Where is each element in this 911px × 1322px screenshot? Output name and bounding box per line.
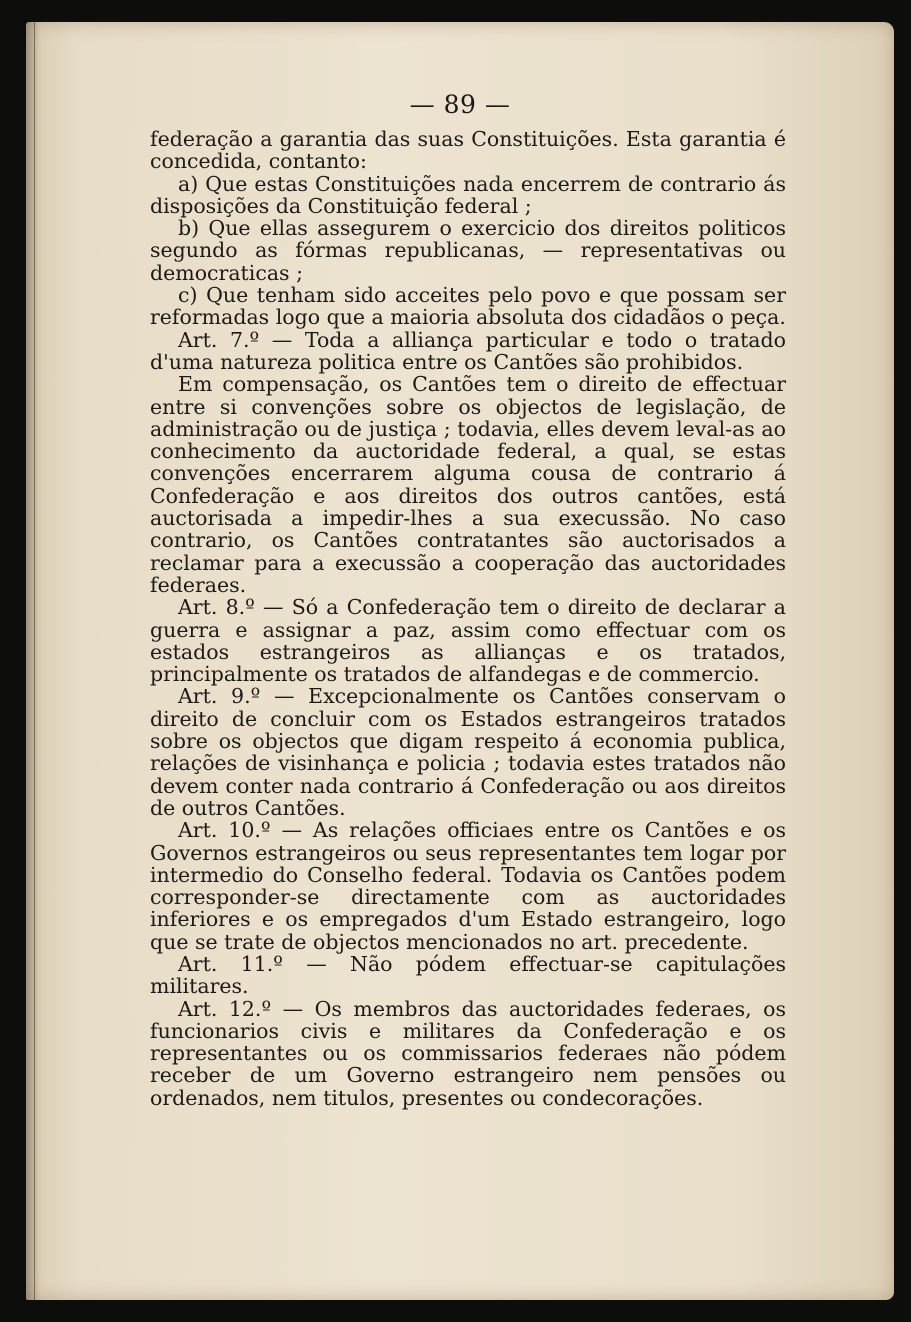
paragraph-clause-b: b) Que ellas assegurem o exercicio dos direitos politicos segundo as fórmas republicanas, — representativas ou democraticas ;: [150, 216, 786, 285]
paragraph-art-10: Art. 10.º — As relações officiaes entre os Cantões e os Governos estrangeiros ou seus representantes tem logar por intermedio do Conselho federal. Todavia os Cantões podem corresponder-se directamente com as auctoridades inferiores e os empregados d'um Estado estrangeiro, logo que se trate de objectos mencionados no art. precedente.: [150, 818, 786, 954]
paragraph-art-12: Art. 12.º — Os membros das auctoridades federaes, os funcionarios civis e militares da Confederação e os representantes ou os commissarios federaes não pódem receber de um Governo estrangeiro nem pensões ou ordenados, nem titulos, presentes ou condecorações.: [150, 996, 786, 1110]
paragraph-clause-a: a) Que estas Constituições nada encerrem de contrario ás disposições da Constituição federal ;: [150, 171, 786, 218]
paragraph-intro: federação a garantia das suas Constituições. Esta garantia é concedida, contanto:: [150, 127, 786, 174]
spine-line: [34, 22, 35, 1300]
paragraph-clause-c: c) Que tenham sido acceites pelo povo e que possam ser reformadas logo que a maioria absoluta dos cidadãos o peça.: [150, 283, 786, 330]
paragraph-art-7-continued: Em compensação, os Cantões tem o direito de effectuar entre si convenções sobre os objectos de legislação, de administração ou de justiça ; todavia, elles devem leval-as ao conhecimento da auctoridade federal, a qual, se estas convenções encerrarem alguma cousa de contrario á Confederação e aos direitos dos outros cantões, está auctorisada a impedir-lhes a sua execussão. No caso contrario, os Cantões contratantes são auctorisados a reclamar para a execussão a cooperação das auctoridades federaes.: [150, 372, 786, 597]
page-number: — 89 —: [409, 90, 511, 119]
book-page: [26, 22, 894, 1300]
paragraph-art-9: Art. 9.º — Excepcionalmente os Cantões conservam o direito de concluir com os Estados estrangeiros tratados sobre os objectos que digam respeito á economia publica, relações de visinhança e policia ; todavia estes tratados não devem conter nada contrario á Confederação ou aos direitos de outros Cantões.: [150, 684, 786, 820]
paragraph-art-8: Art. 8.º — Só a Confederação tem o direito de declarar a guerra e assignar a paz, assim como effectuar com os estados estrangeiros as allianças e os tratados, principalmente os tratados de alfandegas e de commercio.: [150, 595, 786, 687]
paragraph-art-11: Art. 11.º — Não pódem effectuar-se capitulações militares.: [150, 951, 786, 999]
paragraph-art-7: Art. 7.º — Toda a alliança particular e todo o tratado d'uma natureza politica entre os Cantões são prohibidos.: [150, 327, 786, 374]
body-text: [150, 128, 786, 1109]
